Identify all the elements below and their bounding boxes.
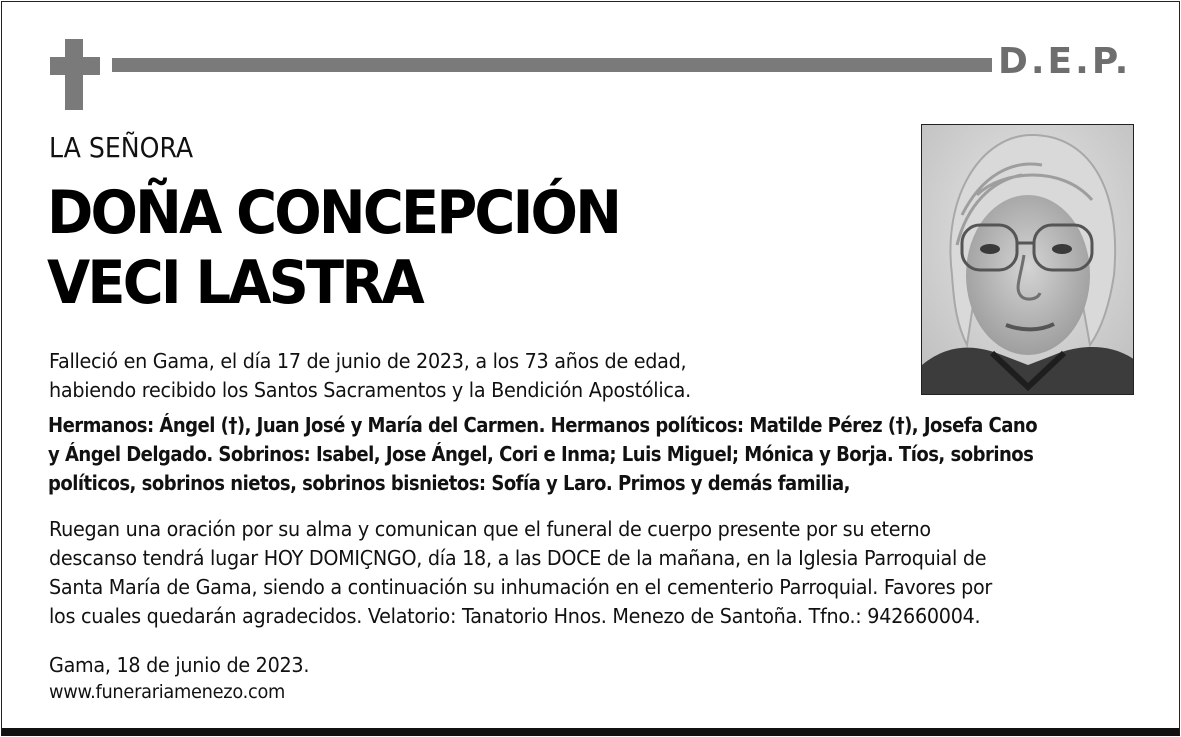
obituary-card [1,1,1180,736]
deceased-name-line2: VECI LASTRA [47,248,422,318]
family-line: políticos, sobrinos nietos, sobrinos bisnietos: Sofía y Laro. Primos y demás familia, [48,471,850,495]
website-link[interactable]: www.funerariamenezo.com [49,681,286,703]
request-line: Ruegan una oración por su alma y comunican que el funeral de cuerpo presente por su eterno [49,517,931,541]
funeral-request [49,515,992,631]
deceased-name [47,178,619,318]
honorific: LA SEÑORA [49,131,194,164]
request-line: descanso tendrá lugar HOY DOMIÇNGO, día 18, a las DOCE de la mañana, en la Iglesia Parroquial de [49,546,987,570]
header-rule [112,58,992,72]
family-list [48,411,1037,498]
family-line: Hermanos: Ángel (†), Juan José y María del Carmen. Hermanos políticos: Matilde Pérez (†), Josefa Cano [48,413,1038,437]
portrait-photo [921,124,1134,395]
notice-date: Gama, 18 de junio de 2023. [49,653,310,677]
family-line: y Ángel Delgado. Sobrinos: Isabel, Jose Ángel, Cori e Inma; Luis Miguel; Mónica y Borja. Tíos, sobrinos [48,442,1034,466]
dep-label: D.E.P. [998,41,1132,82]
cross-icon-bar [50,57,100,75]
death-notice-line: Falleció en Gama, el día 17 de junio de 2023, a los 73 años de edad, [49,349,687,373]
deceased-name-line1: DOÑA CONCEPCIÓN [47,178,620,248]
request-line: los cuales quedarán agradecidos. Velatorio: Tanatorio Hnos. Menezo de Santoña. Tfno.: 942660004. [49,604,981,628]
request-line: Santa María de Gama, siendo a continuación su inhumación en el cementerio Parroquial. Favores por [49,575,993,599]
death-notice [49,347,691,405]
portrait-image [922,125,1134,395]
death-notice-line: habiendo recibido los Santos Sacramentos y la Bendición Apostólica. [49,378,691,402]
